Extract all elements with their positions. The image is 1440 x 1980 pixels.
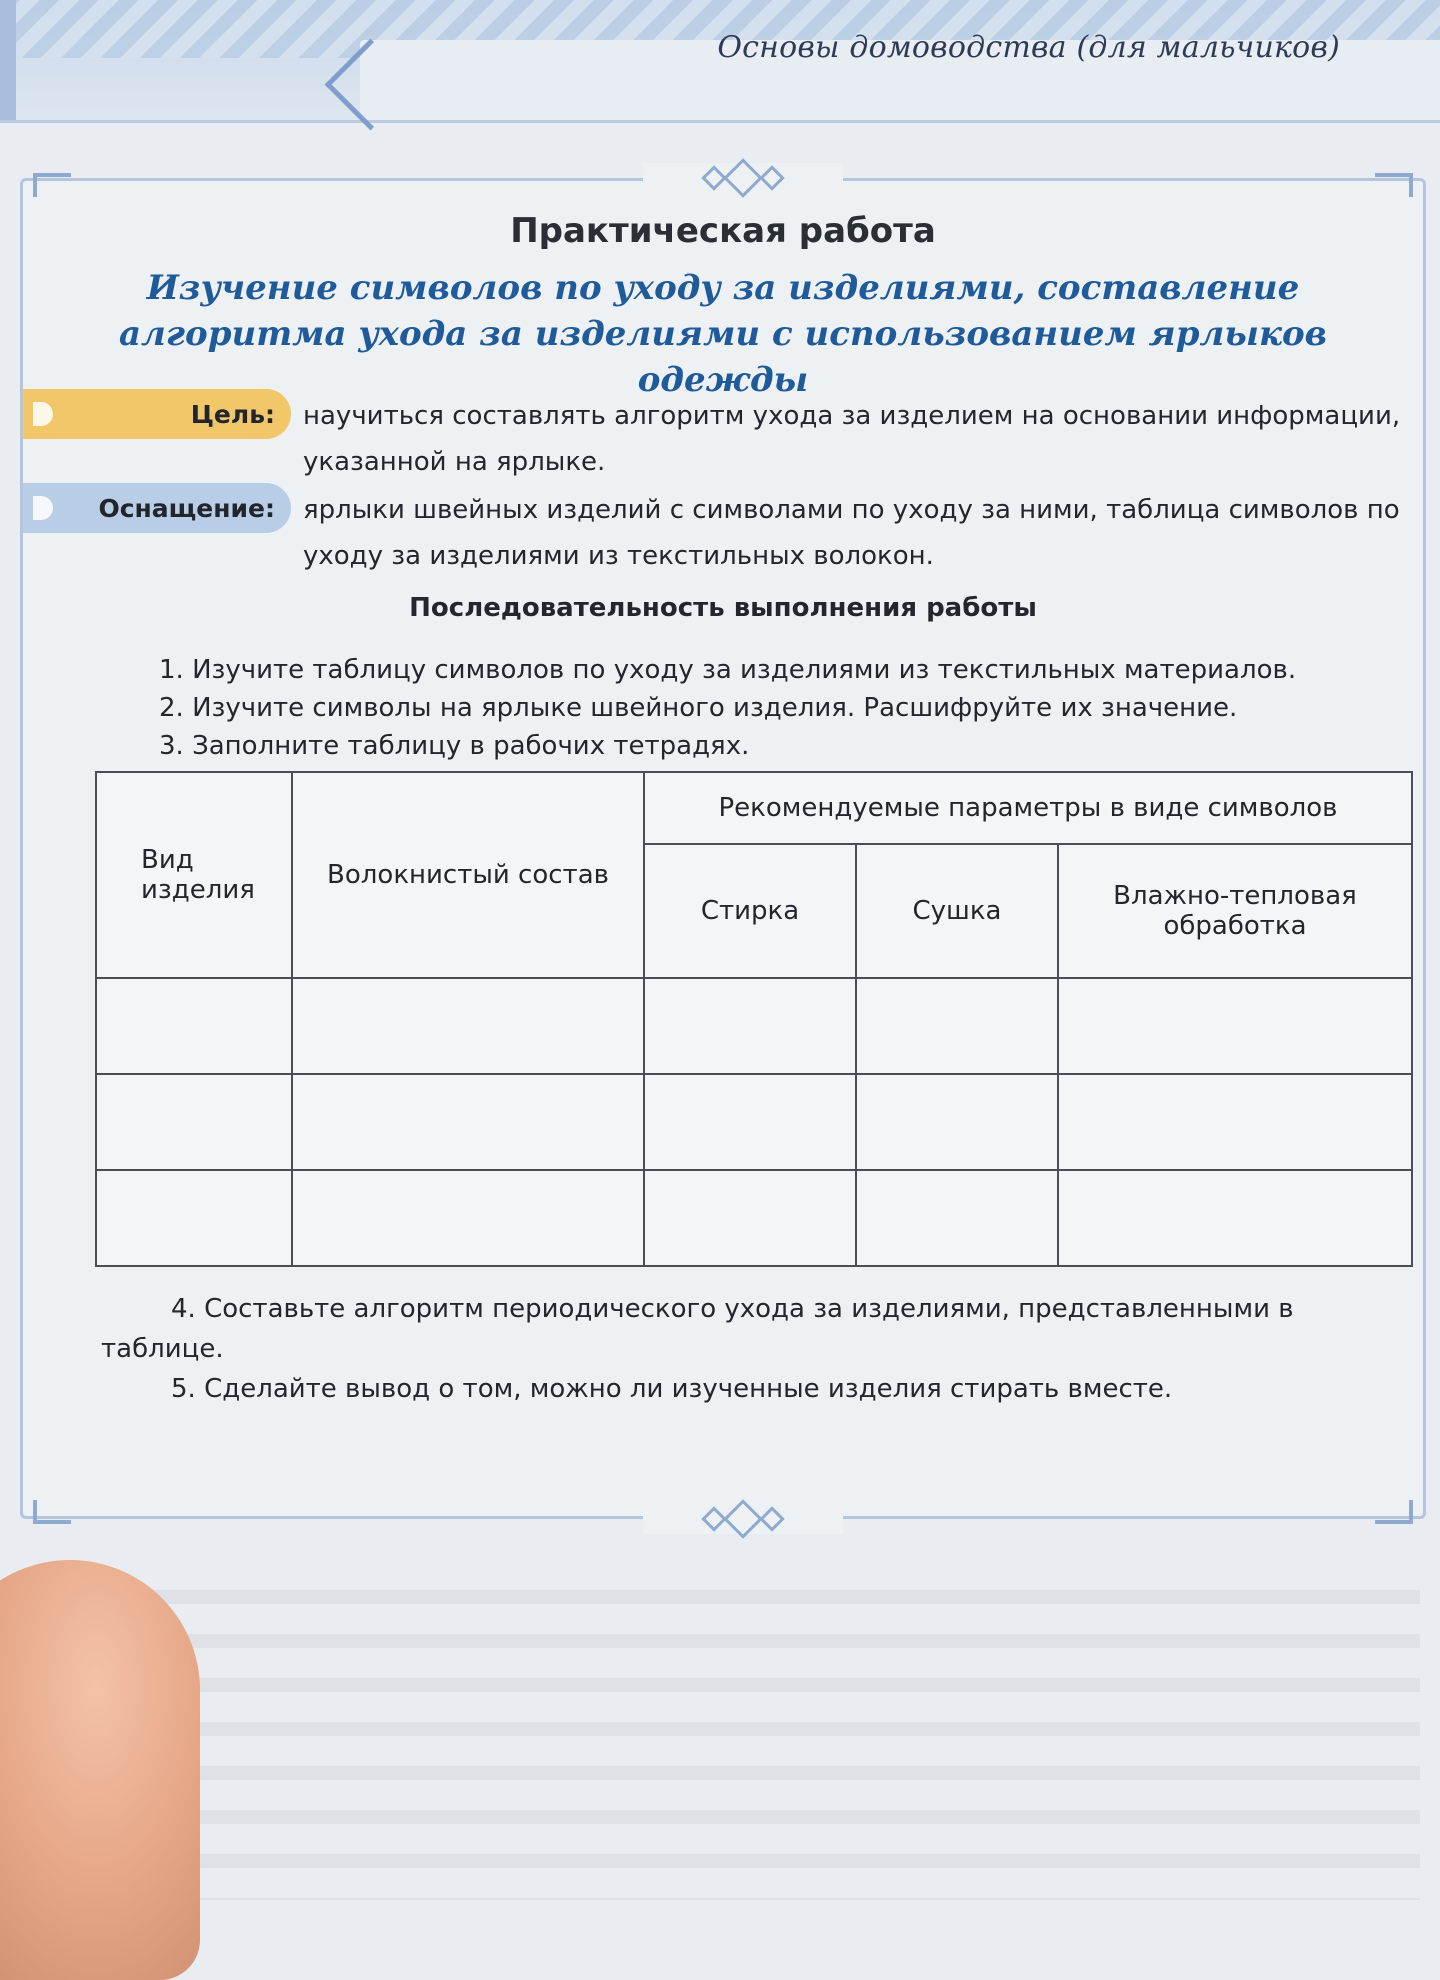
corner-ornament-icon [1375,173,1413,197]
table-cell [1058,1074,1412,1170]
corner-ornament-icon [1375,1500,1413,1524]
steps-list [159,651,1399,765]
top-decorative-band [0,0,1440,123]
table-cell [1058,978,1412,1074]
table-body [96,978,1412,1266]
ornament-top-icon [643,163,843,193]
table-cell [856,1074,1058,1170]
header-fiber: Волокнистый состав [292,772,644,978]
care-parameters-table [95,771,1413,1267]
table-cell [292,1074,644,1170]
page-edge-tab [0,0,16,120]
table-cell [96,1170,292,1266]
ornament-bottom-icon [643,1504,843,1534]
list-item: 2. Изучите символы на ярлыке швейного изделия. Расшифруйте их значение. [159,693,1238,723]
corner-ornament-icon [33,1500,71,1524]
bleed-through-text [40,1560,1420,1900]
work-subtitle: Изучение символов по уходу за изделиями, составление алгоритма ухода за изделиями с использованием ярлыков одежды [118,268,1327,400]
sequence-heading: Последовательность выполнения работы [409,593,1037,623]
equipment-text: ярлыки швейных изделий с символами по уходу за ними, таблица символов по уходу за изделиями из текстильных волокон. [303,495,1400,571]
table-row [96,1170,1412,1266]
header-dry: Сушка [856,844,1058,978]
table-cell [96,978,292,1074]
table-header-row [96,772,1412,844]
table-cell [856,978,1058,1074]
practical-work-panel [20,178,1426,1519]
table-cell [292,978,644,1074]
equipment-label: Оснащение: [23,483,291,533]
table-cell [96,1074,292,1170]
corner-ornament-icon [33,173,71,197]
list-item: 3. Заполните таблицу в рабочих тетрадях. [159,731,750,761]
list-item: 1. Изучите таблицу символов по уходу за изделиями из текстильных материалов. [159,655,1297,685]
header-item-type: Вид изделия [96,772,292,978]
table-row [96,1074,1412,1170]
book-running-title: Основы домоводства (для мальчиков) [717,30,1340,65]
table-cell [856,1170,1058,1266]
steps-after-table [101,1289,1401,1409]
header-group: Рекомендуемые параметры в виде символов [644,772,1412,844]
table-cell [644,1074,856,1170]
list-item: 5. Сделайте вывод о том, можно ли изученные изделия стирать вместе. [171,1374,1173,1404]
header-wash: Стирка [644,844,856,978]
table-cell [1058,1170,1412,1266]
work-title: Практическая работа [510,211,936,251]
goal-text: научиться составлять алгоритм ухода за изделием на основании информации, указанной на ярлыке. [303,401,1401,477]
table-row [96,978,1412,1074]
thumb-photo [0,1560,200,1980]
table-cell [644,1170,856,1266]
list-item-continuation: таблице. [101,1334,224,1364]
goal-label: Цель: [23,389,291,439]
table-cell [292,1170,644,1266]
list-item: 4. Составьте алгоритм периодического ухода за изделиями, представленными в [171,1294,1294,1324]
table-cell [644,978,856,1074]
header-heat: Влажно-тепловая обработка [1058,844,1412,978]
